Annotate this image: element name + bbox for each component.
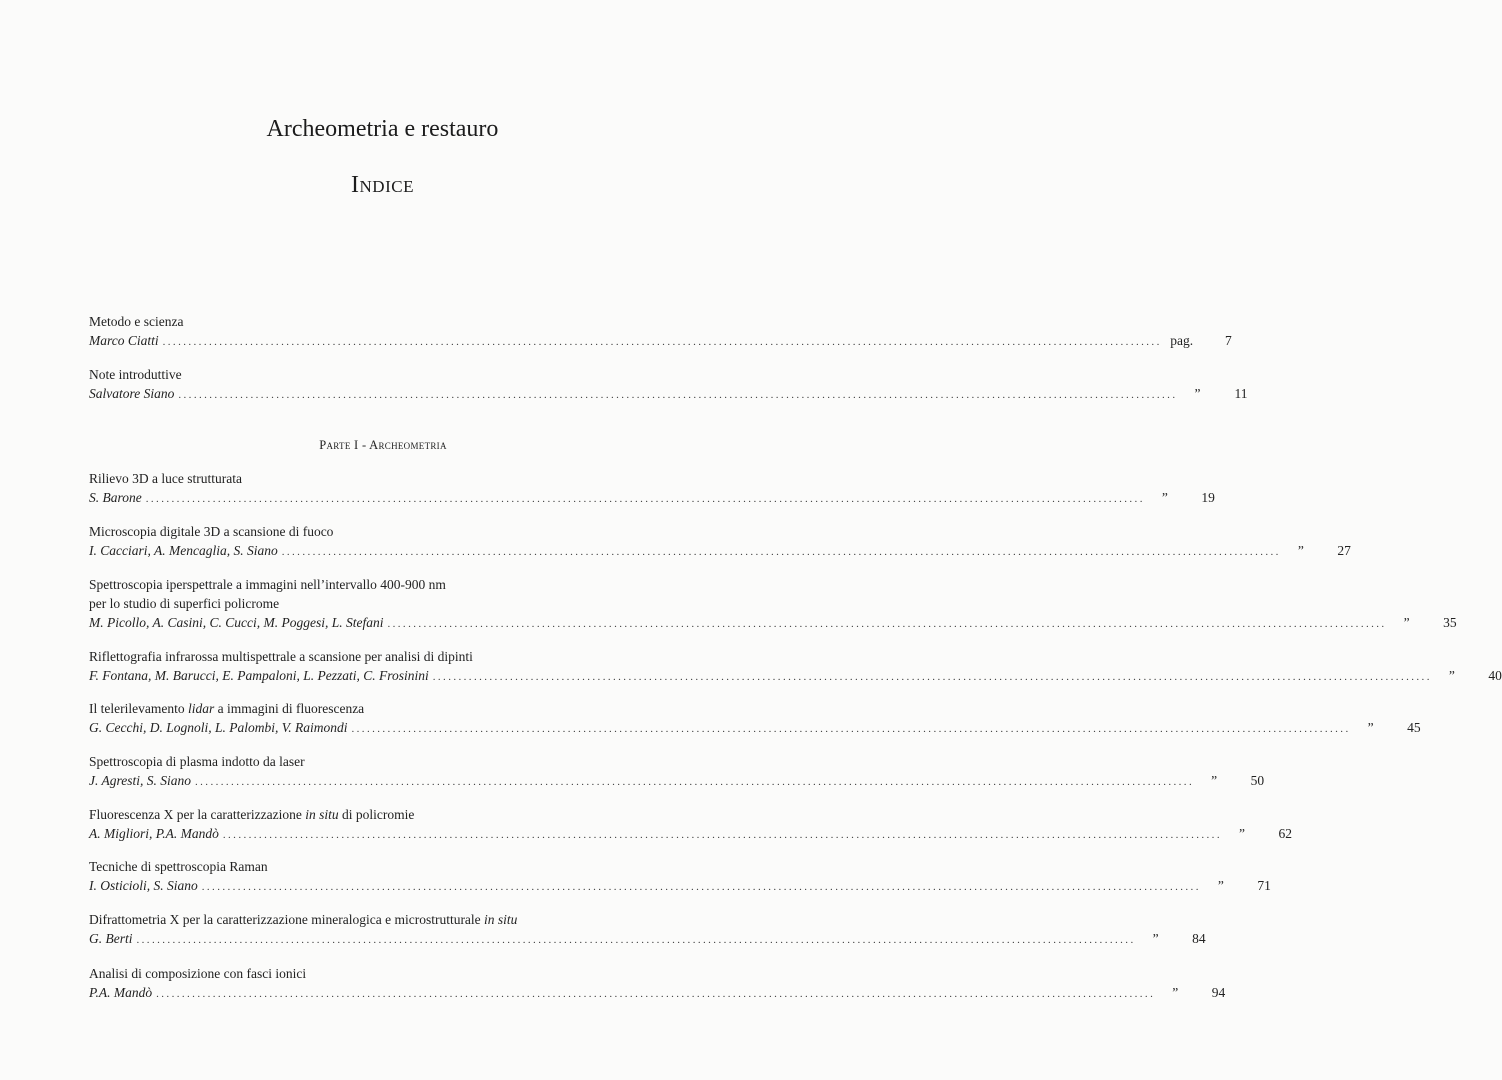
toc-entry-marker: ” — [1161, 490, 1168, 505]
toc-entry-page: 45 — [1407, 720, 1421, 735]
toc-entry-note-introduttive[interactable] — [89, 365, 1248, 405]
toc-entry-authors: A. Migliori, P.A. Mandò — [89, 826, 219, 841]
toc-entry[interactable] — [89, 805, 1292, 845]
toc-entry-authors: S. Barone — [89, 490, 142, 505]
toc-entry-marker: ” — [1172, 985, 1179, 1000]
toc-entry-title — [89, 910, 677, 929]
title-part: Difrattometria X per la caratterizzazione mineralogica e microstrutturale — [89, 912, 485, 927]
toc-entry-authors: P.A. Mandò — [89, 985, 153, 1000]
dot-leader: .................................................................................................................................................................................................. — [201, 881, 1201, 893]
toc-entry[interactable] — [89, 575, 1457, 634]
dot-leader: .................................................................................................................................................................................................. — [162, 336, 1162, 348]
toc-entry-title: Microscopia digitale 3D a scansione di fuoco — [89, 524, 334, 539]
toc-entry-marker: pag. — [1170, 333, 1194, 348]
toc-entry-page: 94 — [1211, 985, 1226, 1000]
toc-entry-marker: ” — [1238, 826, 1245, 841]
title-emphasis: in situ — [484, 912, 518, 927]
toc-entry-page: 40 — [1488, 668, 1502, 683]
toc-entry-metodo-e-scienza[interactable] — [89, 312, 1232, 352]
toc-entry-title — [89, 805, 677, 824]
toc-entry-title: Spettroscopia di plasma indotto da laser — [89, 754, 305, 769]
title-part: di policromie — [338, 807, 415, 822]
toc-entry-marker: ” — [1448, 668, 1455, 683]
title-part: a immagini di fluorescenza — [214, 701, 365, 716]
toc-entry-marker: ” — [1152, 931, 1159, 946]
title-part: Il telerilevamento — [89, 701, 188, 716]
toc-entry[interactable] — [89, 647, 1502, 687]
toc-entry-authors: Marco Ciatti — [89, 333, 159, 348]
toc-entry-title: Note introduttive — [89, 367, 182, 382]
toc-entry-title: Tecniche di spettroscopia Raman — [89, 859, 268, 874]
toc-entry[interactable] — [89, 910, 1206, 950]
dot-leader: .................................................................................................................................................................................................. — [156, 988, 1156, 1000]
part-heading: Parte I - Archeometria — [319, 438, 447, 452]
toc-entry-page: 19 — [1201, 490, 1215, 505]
dot-leader: .................................................................................................................................................................................................. — [222, 829, 1222, 841]
toc-entry-page: 84 — [1192, 931, 1206, 946]
dot-leader: .................................................................................................................................................................................................. — [351, 723, 1351, 735]
toc-entry-marker: ” — [1367, 720, 1374, 735]
index-heading-text: Indice — [351, 172, 414, 198]
toc-entry-title: Spettroscopia iperspettrale a immagini nell’intervallo 400-900 nm — [89, 577, 446, 592]
dot-leader: .................................................................................................................................................................................................. — [195, 776, 1195, 788]
index-heading — [0, 172, 765, 199]
title-emphasis: lidar — [187, 701, 215, 716]
toc-entry[interactable] — [89, 857, 1271, 897]
toc-entry[interactable] — [89, 964, 1226, 1004]
title-emphasis: in situ — [305, 807, 339, 822]
toc-entry-title: Analisi di composizione con fasci ionici — [89, 966, 307, 981]
toc-entry[interactable] — [89, 469, 1215, 509]
toc-entry-page: 7 — [1224, 333, 1232, 348]
dot-leader: .................................................................................................................................................................................................. — [145, 493, 1145, 505]
dot-leader: .................................................................................................................................................................................................. — [432, 671, 1432, 683]
toc-entry-authors: Salvatore Siano — [89, 386, 175, 401]
toc-entry-title — [89, 699, 677, 718]
dot-leader: .................................................................................................................................................................................................. — [281, 546, 1281, 558]
toc-entry-marker: ” — [1217, 878, 1224, 893]
toc-entry[interactable] — [89, 522, 1351, 562]
toc-entry-page: 27 — [1337, 543, 1351, 558]
toc-entry-page: 71 — [1257, 878, 1271, 893]
toc-entry-authors: G. Cecchi, D. Lognoli, L. Palombi, V. Raimondi — [89, 720, 348, 735]
toc-entry-page: 35 — [1443, 615, 1457, 630]
toc-entry-authors: I. Cacciari, A. Mencaglia, S. Siano — [89, 543, 278, 558]
dot-leader: .................................................................................................................................................................................................. — [387, 618, 1387, 630]
toc-entry-marker: ” — [1297, 543, 1304, 558]
toc-entry-title: Rilievo 3D a luce strutturata — [89, 471, 242, 486]
toc-entry-authors: I. Osticioli, S. Siano — [89, 878, 198, 893]
toc-entry[interactable] — [89, 752, 1265, 792]
toc-entry-authors: J. Agresti, S. Siano — [89, 773, 191, 788]
toc-entry-page: 50 — [1250, 773, 1265, 788]
page-title: Archeometria e restauro — [266, 116, 499, 142]
toc-entry-title-line2: per lo studio di superfici policrome — [89, 596, 280, 611]
dot-leader: .................................................................................................................................................................................................. — [136, 934, 1136, 946]
toc-entry-marker: ” — [1211, 773, 1218, 788]
toc-entry-marker: ” — [1194, 386, 1201, 401]
toc-entry-page: 11 — [1234, 386, 1248, 401]
toc-entry[interactable] — [89, 699, 1421, 739]
toc-entry-authors: G. Berti — [89, 931, 133, 946]
toc-entry-authors: M. Picollo, A. Casini, C. Cucci, M. Poggesi, L. Stefani — [89, 615, 384, 630]
toc-entry-marker: ” — [1403, 615, 1410, 630]
toc-entry-title: Metodo e scienza — [89, 314, 184, 329]
title-part: Fluorescenza X per la caratterizzazione — [89, 807, 306, 822]
dot-leader: .................................................................................................................................................................................................. — [178, 389, 1178, 401]
toc-entry-page: 62 — [1278, 826, 1292, 841]
toc-entry-authors: F. Fontana, M. Barucci, E. Pampaloni, L. Pezzati, C. Frosinini — [89, 668, 429, 683]
toc-entry-title: Riflettografia infrarossa multispettrale a scansione per analisi di dipinti — [89, 649, 473, 664]
